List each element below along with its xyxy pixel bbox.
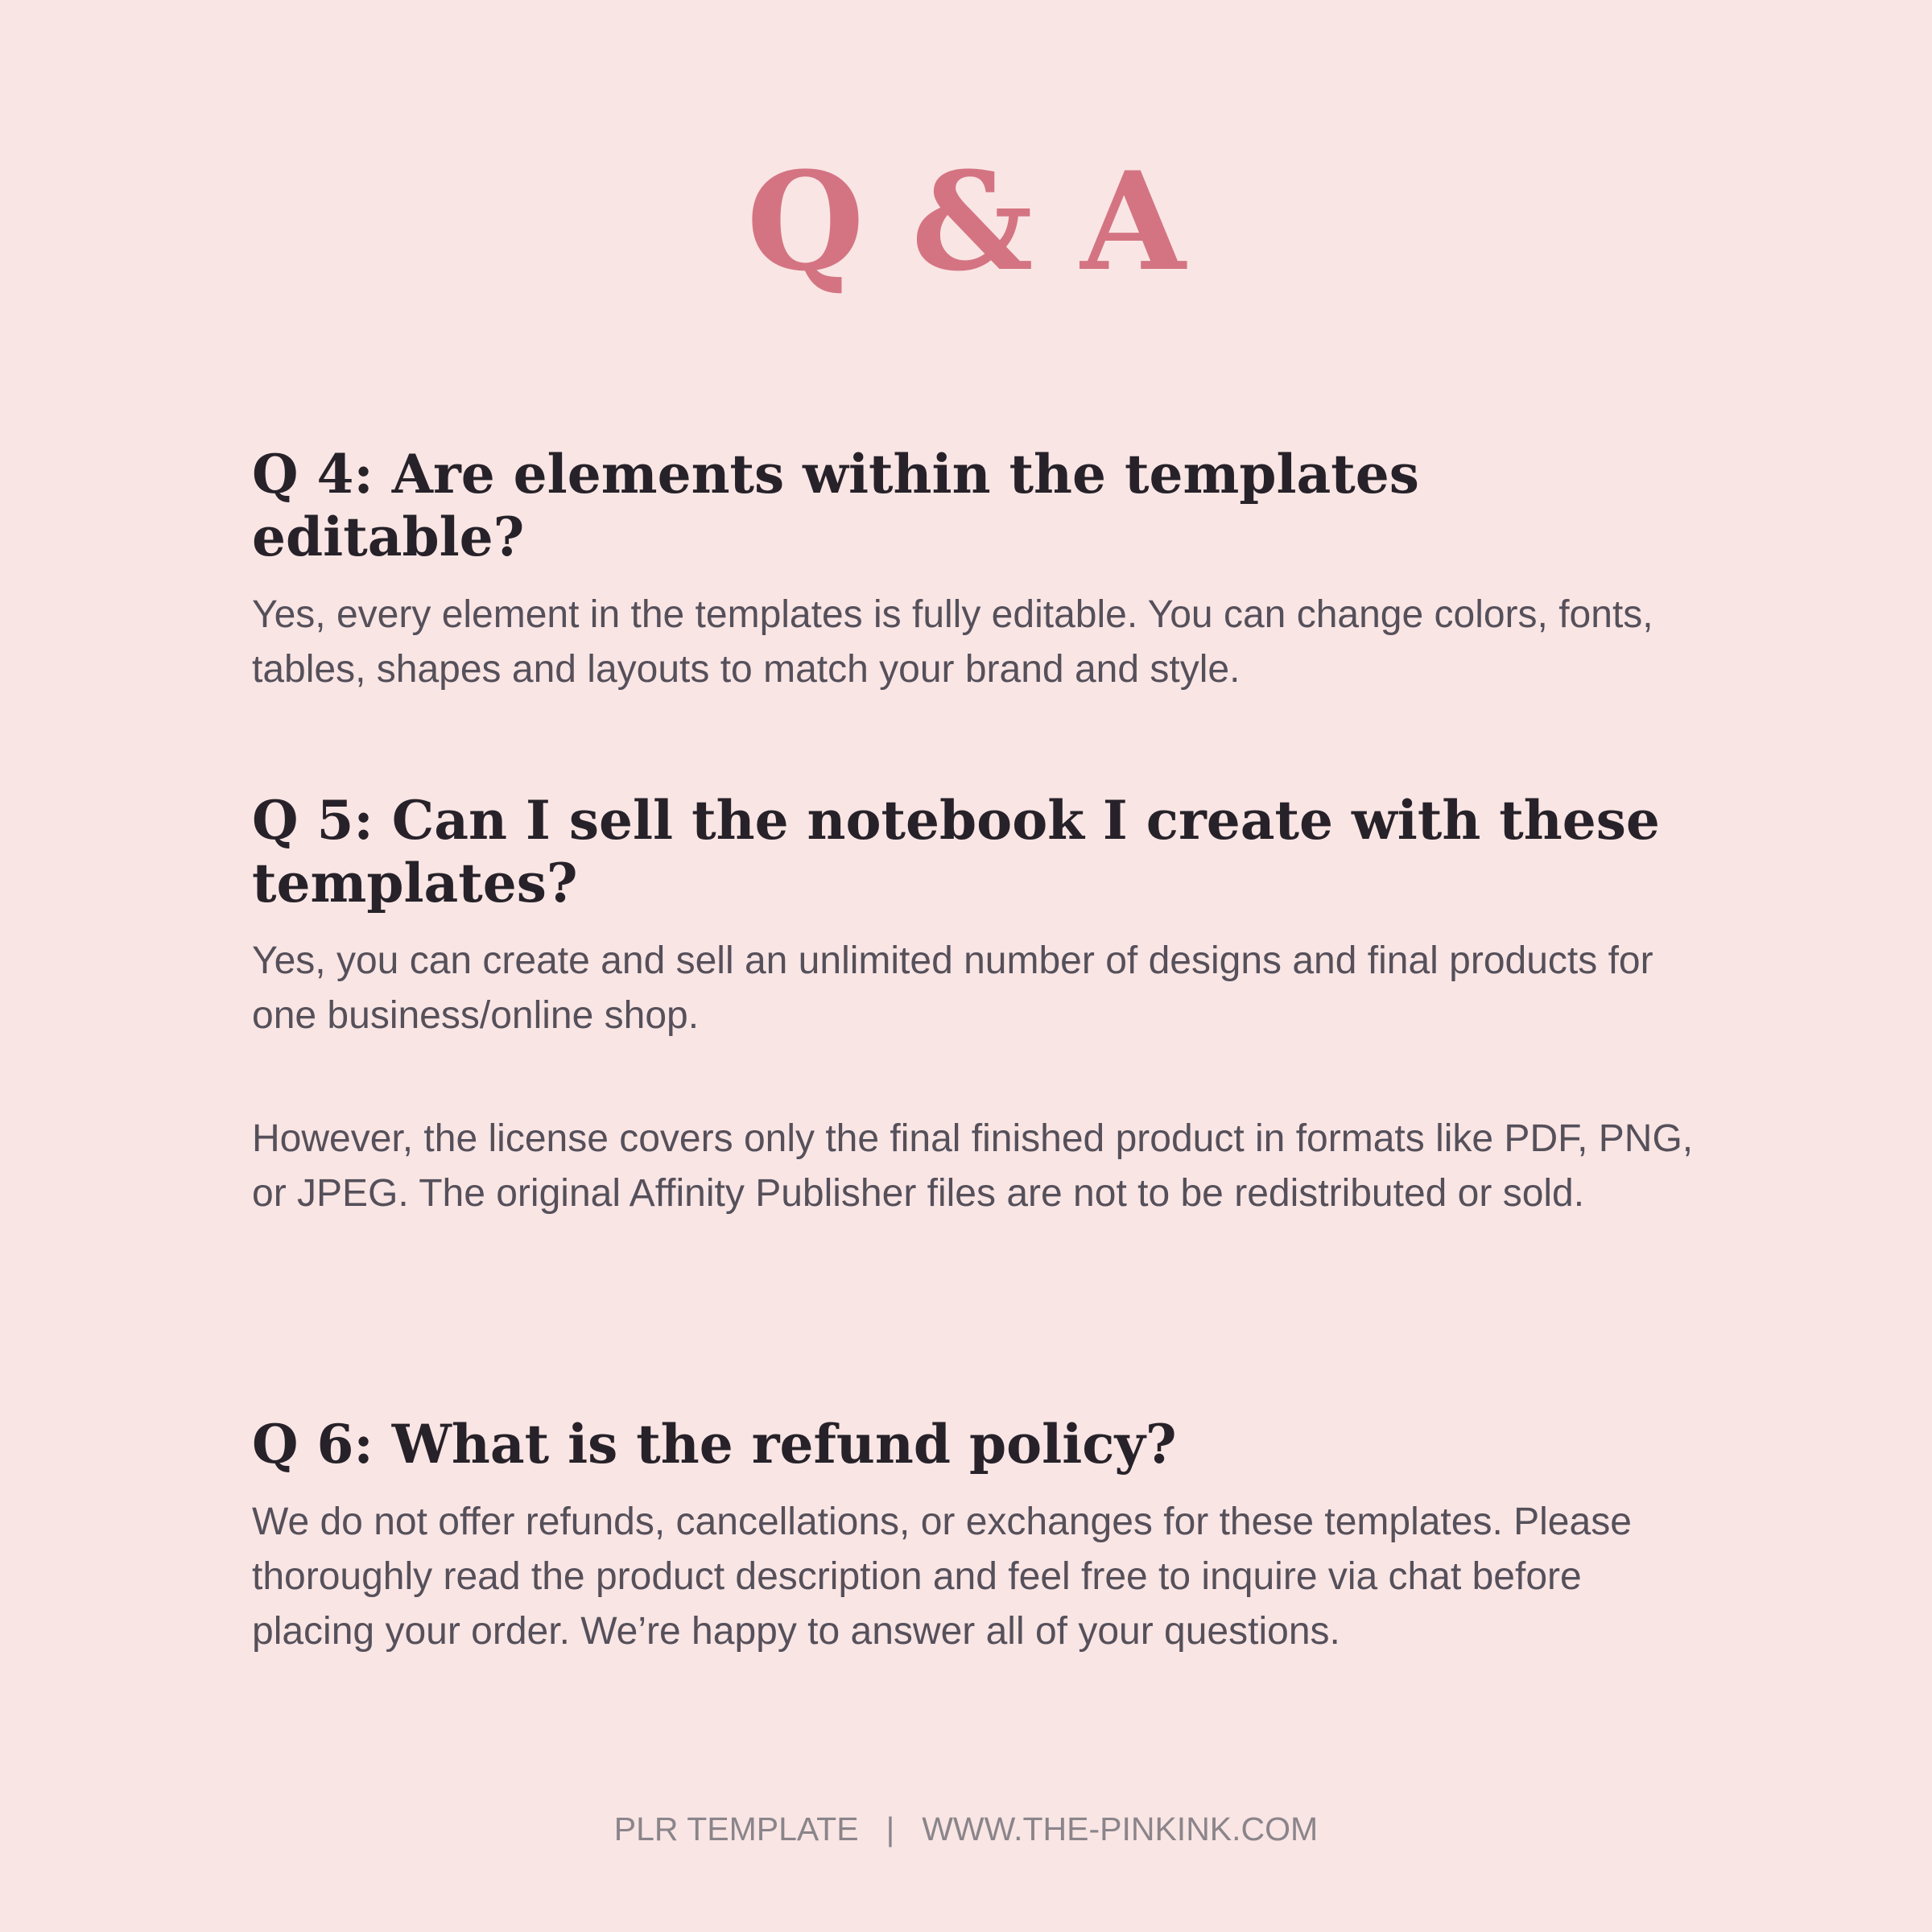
footer [0, 1806, 1932, 1852]
footer-separator: | [886, 1810, 895, 1847]
answer-5-paragraph-2: However, the license covers only the final finished product in formats like PDF, PNG, or JPEG. The original Affinity Publisher files are not to be redistributed or sold. [252, 1117, 1694, 1215]
question-5: Q 5: Can I sell the notebook I create with these templates? [252, 789, 1660, 914]
answer-5-paragraph-1: Yes, you can create and sell an unlimited number of designs and final products for one business/online shop. [252, 939, 1653, 1037]
qa-item-6 [252, 1413, 1701, 1659]
answer-4-paragraph-1: Yes, every element in the templates is fully editable. You can change colors, fonts, tables, shapes and layouts to match your brand and style. [252, 593, 1653, 691]
question-6: Q 6: What is the refund policy? [252, 1413, 1177, 1476]
question-4: Q 4: Are elements within the templates editable? [252, 443, 1419, 568]
answer-6-paragraph-1: We do not offer refunds, cancellations, or exchanges for these templates. Please thoroughly read the product description and feel free to inquire via chat before placing your order. We’re happy to answer all of your questions. [252, 1501, 1632, 1653]
page-title: Q & A [746, 142, 1186, 301]
qa-item-5 [252, 789, 1701, 1221]
footer-website-link[interactable]: WWW.THE-PINKINK.COM [922, 1810, 1319, 1847]
qa-item-4 [252, 443, 1701, 697]
footer-label: PLR TEMPLATE [613, 1810, 859, 1847]
